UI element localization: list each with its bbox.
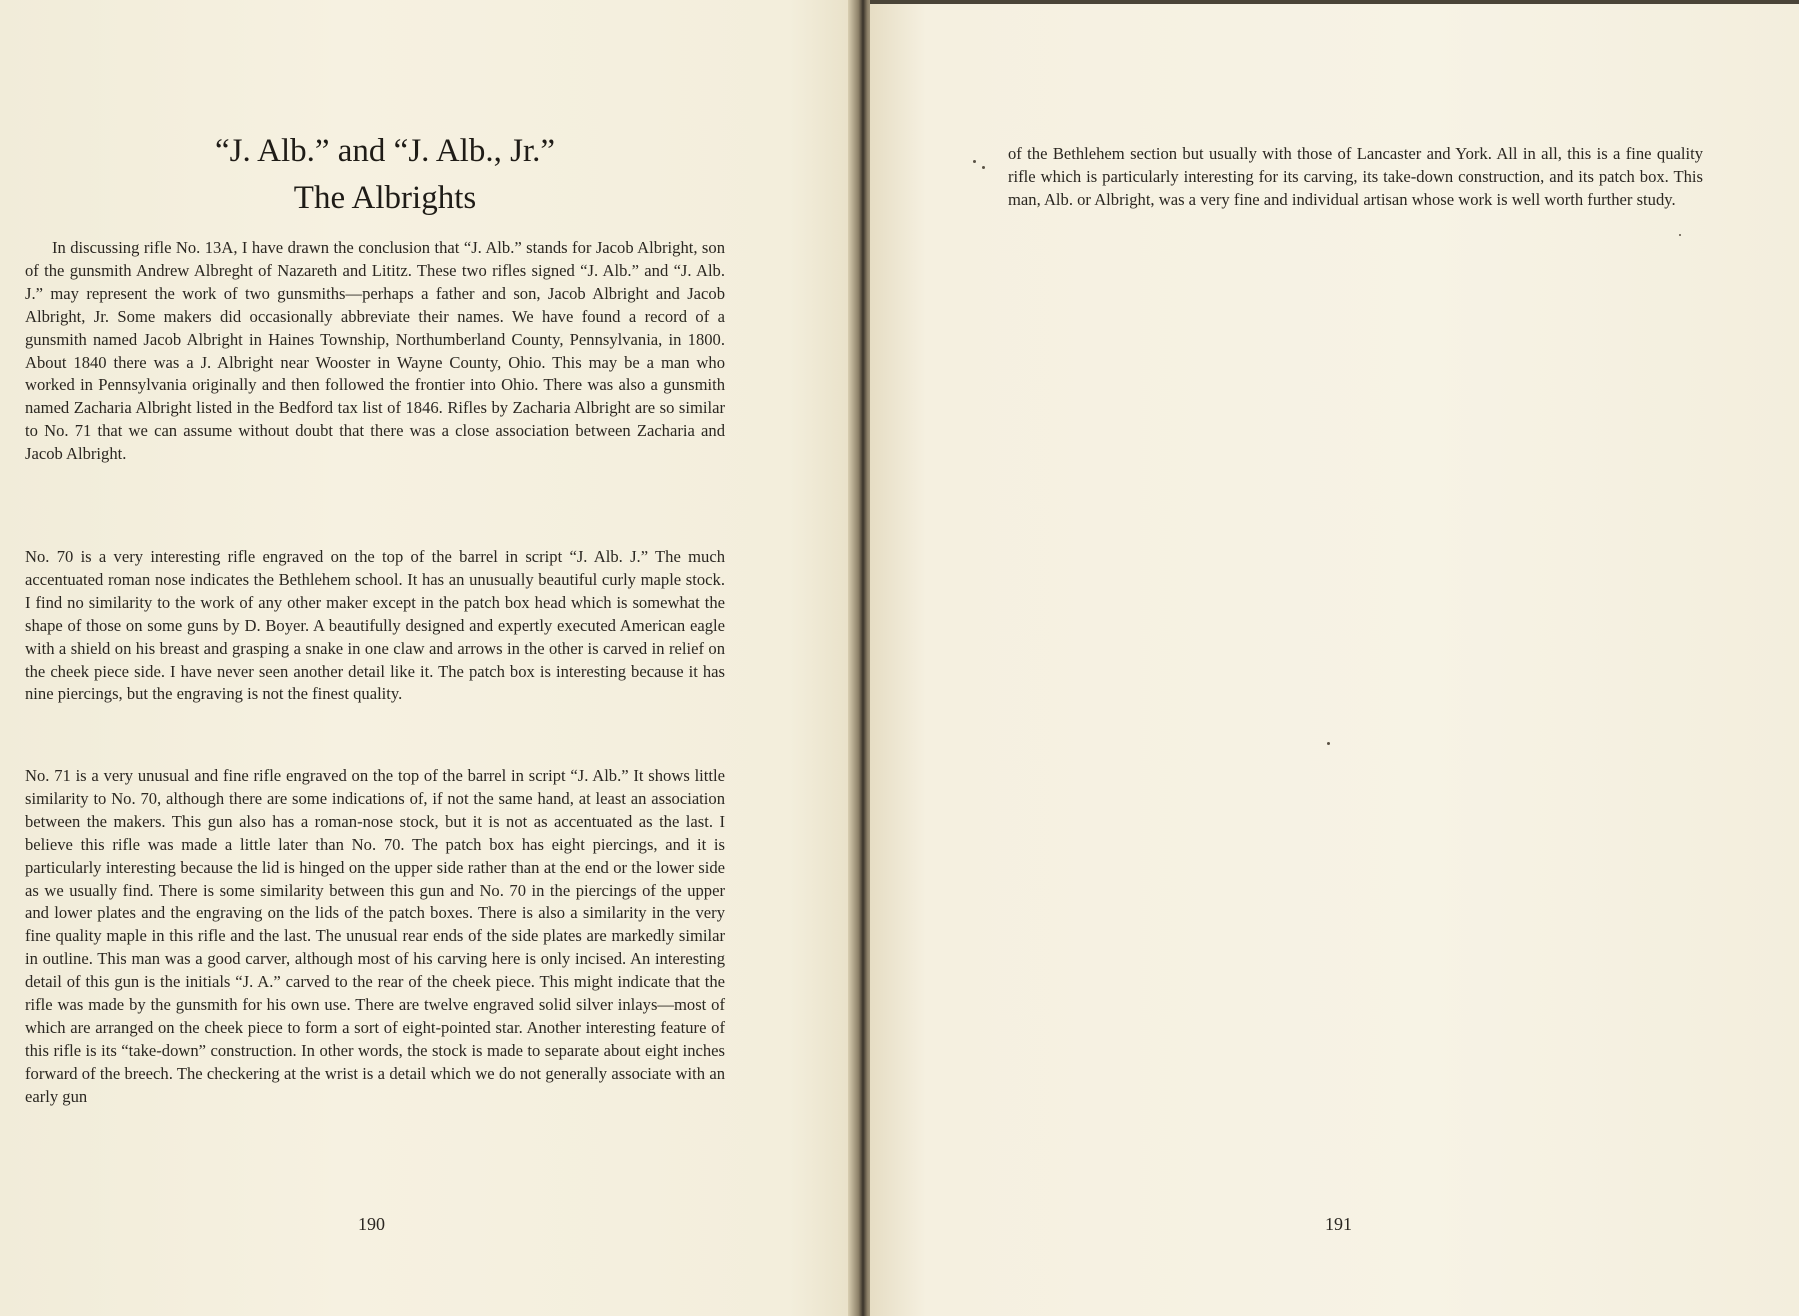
- paper-speck: [1679, 234, 1681, 236]
- chapter-title-line-2: The Albrights: [293, 180, 477, 216]
- paragraph-rifle-no-71: No. 71 is a very unusual and fine rifle engraved on the top of the barrel in script “J. Alb.” It shows little similarity to No. 70, although there are some indications of, if not the same hand, at least an association between the makers. This gun also has a roman-nose stock, but it is not as accentuated as the last. I believe this rifle was made a little later than No. 70. The patch box has eight piercings, and it is particularly interesting because the lid is hinged on the upper side rather than at the end or the lower side as we usually find. There is some similarity between this gun and No. 70 in the piercings of the upper and lower plates and the engraving on the lids of the patch boxes. There is also a similarity in the very fine quality maple in this rifle and the last. The unusual rear ends of the side plates are markedly similar in outline. This man was a good carver, although most of his carving here is only incised. An interesting detail of this gun is the initials “J. A.” carved to the rear of the cheek piece. This might indicate that the rifle was made by the gunsmith for his own use. There are twelve engraved solid silver inlays—most of which are arranged on the cheek piece to form a sort of eight-pointed star. Another interesting feature of this rifle is its “take-down” construction. In other words, the stock is made to separate about eight inches forward of the breech. The checkering at the wrist is a detail which we do not generally associate with an early gun: [25, 766, 725, 1106]
- paper-speck: [1327, 742, 1330, 745]
- paragraph-rifle-no-70: No. 70 is a very interesting rifle engraved on the top of the barrel in script “J. Alb. J.” The much accentuated roman nose indicates the Bethlehem school. It has an unusually beautiful curly maple stock. I find no similarity to the work of any other maker except in the patch box head which is somewhat the shape of those on some guns by D. Boyer. A beautifully designed and expertly executed American eagle with a shield on his breast and grasping a snake in one claw and arrows in the other is carved in relief on the cheek piece side. I have never seen another detail like it. The patch box is interesting because it has nine piercings, but the engraving is not the finest quality.: [25, 547, 725, 704]
- page-top-edge: [870, 0, 1799, 4]
- page-number-left: 190: [358, 1214, 385, 1234]
- chapter-title: [60, 128, 710, 222]
- page-number-right: 191: [1325, 1214, 1352, 1234]
- paragraph-continuation: of the Bethlehem section but usually with those of Lancaster and York. All in all, this is a fine quality rifle which is particularly interesting for its carving, its take-down construction, and its patch box. This man, Alb. or Albright, was a very fine and individual artisan whose work is well worth further study.: [1008, 144, 1703, 209]
- left-page: [0, 0, 858, 1316]
- paper-speck: [973, 160, 976, 163]
- paper-speck: [982, 166, 985, 169]
- chapter-title-line-1: “J. Alb.” and “J. Alb., Jr.”: [214, 133, 556, 169]
- paragraph-albright-intro: In discussing rifle No. 13A, I have drawn the conclusion that “J. Alb.” stands for Jacob Albright, son of the gunsmith Andrew Albreght of Nazareth and Lititz. These two rifles signed “J. Alb.” and “J. Alb. J.” may represent the work of two gunsmiths—perhaps a father and son, Jacob Albright and Jacob Albright, Jr. Some makers did occasionally abbreviate their names. We have found a record of a gunsmith named Jacob Albright in Haines Township, Northumberland County, Pennsylvania, in 1800. About 1840 there was a J. Albright near Wooster in Wayne County, Ohio. This may be a man who worked in Pennsylvania originally and then followed the frontier into Ohio. There was also a gunsmith named Zacharia Albright listed in the Bedford tax list of 1846. Rifles by Zacharia Albright are so similar to No. 71 that we can assume without doubt that there was a close association between Zacharia and Jacob Albright.: [25, 238, 725, 464]
